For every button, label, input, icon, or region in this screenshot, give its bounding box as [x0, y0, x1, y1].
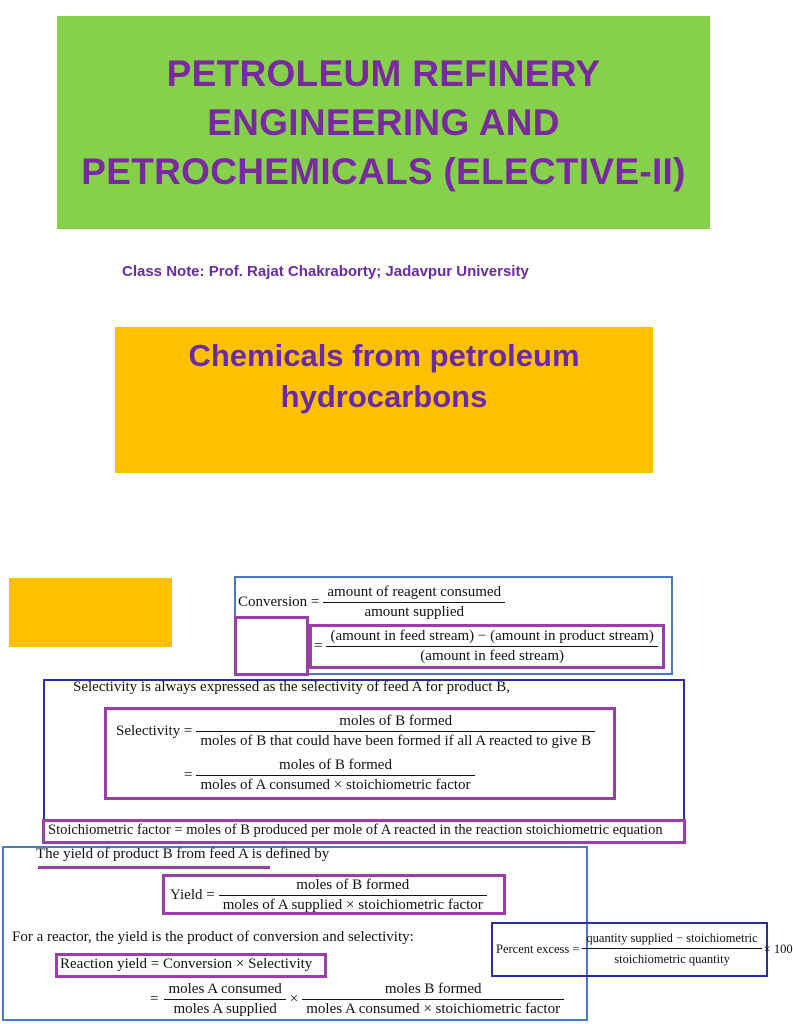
selectivity-fraction-2 [196, 757, 474, 794]
selectivity-denominator: moles of B that could have been formed if all A reacted to give B [200, 733, 592, 749]
conversion-denominator: amount supplied [364, 604, 465, 620]
yield-fraction [219, 877, 487, 914]
percent-excess-label: Percent excess = [496, 941, 580, 956]
reaction-yield-numerator-a: moles A consumed [164, 981, 285, 1000]
selectivity-numerator-2: moles of B formed [196, 757, 474, 776]
percent-excess-numerator: quantity supplied − stoichiometric [582, 931, 761, 949]
conversion-label: Conversion = [238, 594, 320, 610]
reaction-yield-times: × [289, 991, 299, 1007]
selectivity-denominator-2: moles of A consumed × stoichiometric factor [200, 777, 471, 793]
conversion-numerator: amount of reagent consumed [323, 584, 505, 603]
selectivity-numerator: moles of B formed [196, 713, 595, 732]
stoichiometric-factor-text: Stoichiometric factor = moles of B produced per mole of A reacted in the reaction stoichiometric equation [48, 822, 663, 838]
reaction-yield-text: Reaction yield = Conversion × Selectivity [60, 956, 313, 972]
reaction-yield-fraction-a [164, 981, 285, 1018]
percent-excess-equation [496, 931, 793, 966]
yield-equation [170, 877, 487, 914]
reactor-yield-text: For a reactor, the yield is the product of conversion and selectivity: [12, 929, 414, 945]
reaction-yield-denominator-a: moles A supplied [173, 1001, 277, 1017]
percent-excess-denominator: stoichiometric quantity [614, 952, 730, 966]
selectivity-fraction [196, 713, 595, 750]
reaction-yield-expansion [150, 981, 564, 1018]
subtitle-line-2: hydrocarbons [280, 379, 488, 414]
class-note: Class Note: Prof. Rajat Chakraborty; Jadavpur University [122, 263, 529, 280]
conversion-equation-2 [314, 628, 658, 665]
conversion-fraction [323, 584, 505, 621]
conversion-fraction-2 [326, 628, 657, 665]
reaction-yield-fraction-b [302, 981, 564, 1018]
conversion-highlight-left [234, 616, 309, 676]
yield-label: Yield = [170, 887, 215, 903]
subtitle [115, 335, 653, 417]
yield-intro-underline [38, 866, 270, 869]
orange-highlight-block [9, 578, 172, 647]
conversion-equals: = [314, 638, 323, 654]
reaction-yield-equals: = [150, 991, 159, 1007]
reaction-yield-denominator-b: moles A consumed × stoichiometric factor [306, 1001, 561, 1017]
title-banner [57, 16, 710, 229]
selectivity-intro: Selectivity is always expressed as the selectivity of feed A for product B, [73, 679, 510, 695]
percent-excess-suffix: × 100 [763, 941, 793, 956]
selectivity-equals: = [184, 767, 193, 783]
yield-intro: The yield of product B from feed A is defined by [36, 846, 330, 862]
selectivity-equation [116, 713, 595, 750]
yield-denominator: moles of A supplied × stoichiometric factor [222, 897, 483, 913]
selectivity-equation-2 [184, 757, 475, 794]
conversion-denominator-2: (amount in feed stream) [420, 648, 564, 664]
subtitle-line-1: Chemicals from petroleum [188, 338, 580, 373]
yield-numerator: moles of B formed [219, 877, 487, 896]
reaction-yield-numerator-b: moles B formed [302, 981, 564, 1000]
conversion-numerator-2: (amount in feed stream) − (amount in product stream) [326, 628, 657, 647]
page-title: PETROLEUM REFINERY ENGINEERING AND PETROCHEMICALS (ELECTIVE-II) [81, 53, 686, 192]
subtitle-banner [115, 327, 653, 473]
percent-excess-fraction [582, 931, 761, 966]
selectivity-label: Selectivity = [116, 723, 193, 739]
conversion-equation [238, 584, 505, 621]
